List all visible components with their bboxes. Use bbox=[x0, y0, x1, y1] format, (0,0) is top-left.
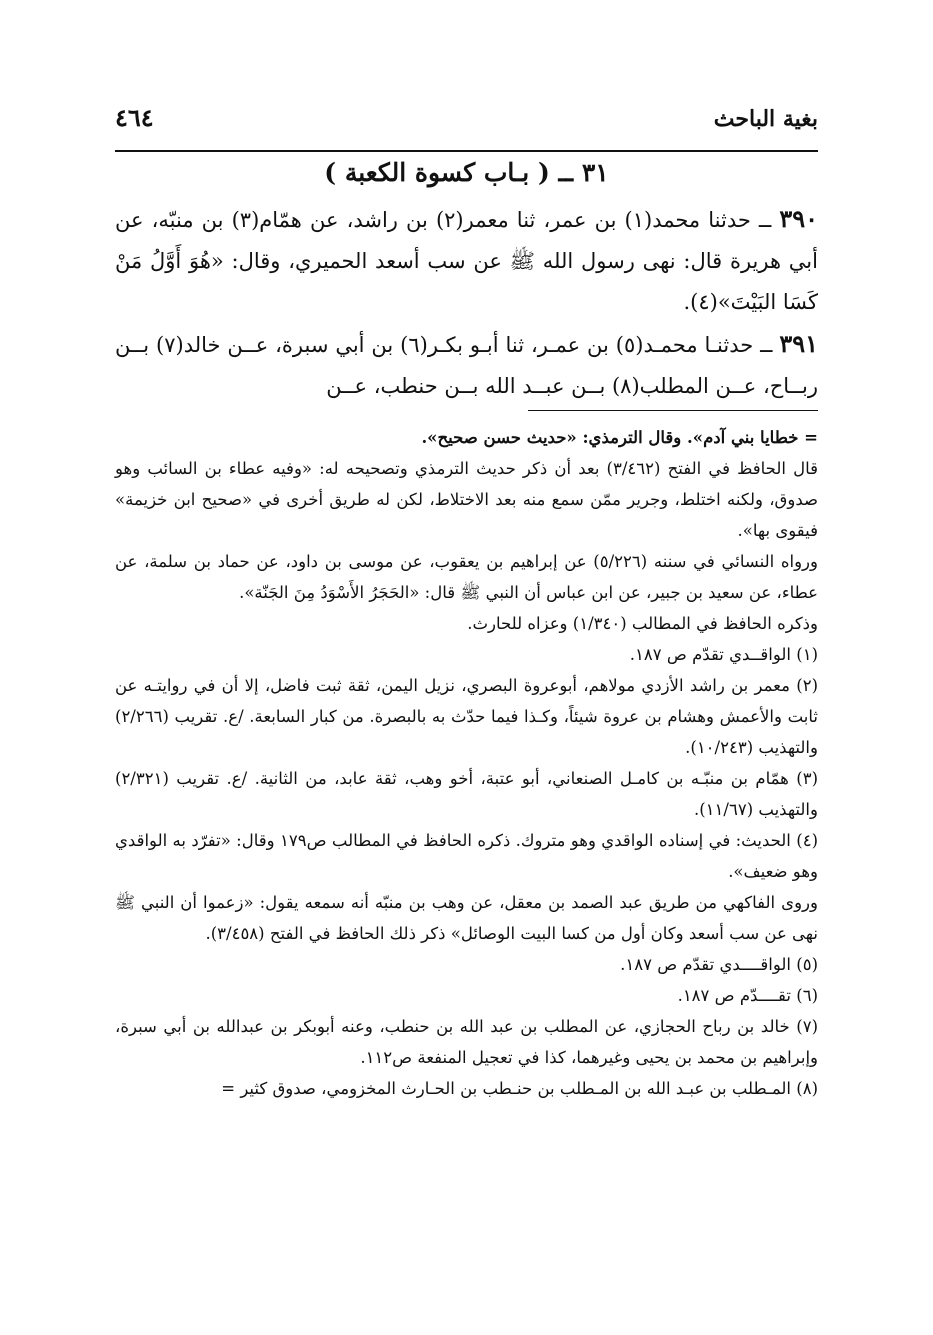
page-number: ٤٦٤ bbox=[115, 103, 154, 132]
hadith-number: ٣٩١ bbox=[779, 329, 818, 358]
book-title: بغية الباحث bbox=[713, 106, 818, 132]
hadith-number: ٣٩٠ bbox=[779, 204, 818, 233]
chapter-title: ٣١ ــ ( بـاب كسوة الكعبة ) bbox=[324, 158, 609, 187]
main-text bbox=[115, 198, 818, 407]
footnote-line: ورواه النسائي في سننه (٥/٢٢٦) عن إبراهيم بن يعقوب، عن موسى بن داود، عن حماد بن سلمة، عن عطاء، عن سعيد بن جبير، عن ابن عباس أن النبي ﷺ قال: «الحَجَرُ الأَسْوَدُ مِنَ الجَنّة». bbox=[115, 552, 818, 602]
footnote-line: وذكره الحافظ في المطالب (١/٣٤٠) وعزاه للحارث. bbox=[467, 614, 818, 633]
hadith-391 bbox=[115, 323, 818, 407]
footnotes bbox=[115, 422, 818, 1104]
footnote-3: (٣) همّام بن منبّـه بن كامـل الصنعاني، أبو عتبة، أخو وهب، ثقة عابد، من الثانية. /ع. تقريب (٢/٣٢١) والتهذيب (١١/٦٧). bbox=[115, 769, 818, 819]
hadith-390 bbox=[115, 198, 818, 323]
footnote-line: قال الحافظ في الفتح (٣/٤٦٢) بعد أن ذكر حديث الترمذي وتصحيحه له: «وفيه عطاء بن السائب وهو صدوق، ولكنه اختلط، وجرير ممّن سمع منه بعد الاختلاط، لكن له طريق أخرى في «صحيح ابن خزيمة» فيقوى بها». bbox=[115, 459, 818, 540]
footnote-8: (٨) المـطلب بن عبـد الله بن المـطلب بن حنـطب بن الحـارث المخزومي، صدوق كثير = bbox=[221, 1079, 818, 1098]
footnote-6: (٦) تقــــدّم ص ١٨٧. bbox=[677, 986, 818, 1005]
hadith-text: ــ حدثنـا محمـد(٥) بن عمـر، ثنا أبـو بكـر(٦) بن أبي سبرة، عــن خالد(٧) بــن ربــاح، عــن المطلب(٨) بــن عبــد الله بــن حنطب، عــن bbox=[115, 333, 818, 398]
header-rule bbox=[115, 150, 818, 152]
footnote-1: (١) الواقــدي تقدّم ص ١٨٧. bbox=[629, 645, 818, 664]
footnote-7: (٧) خالد بن رباح الحجازي، عن المطلب بن عبد الله بن حنطب، وعنه أبوبكر بن عبدالله بن أبي سبرة، وإبراهيم بن محمد بن يحيى وغيرهما، كذا في تعجيل المنفعة ص١١٢. bbox=[115, 1017, 818, 1067]
footnote-4: (٤) الحديث: في إسناده الواقدي وهو متروك. ذكره الحافظ في المطالب ص١٧٩ وقال: «تفرّد به الواقدي وهو ضعيف». bbox=[115, 831, 818, 881]
hadith-text: ــ حدثنا محمد(١) بن عمر، ثنا معمر(٢) بن راشد، عن همّام(٣) بن منبّه، عن أبي هريرة قال: نهى رسول الله ﷺ عن سب أسعد الحميري، وقال: «هُوَ أَوَّلُ مَنْ كَسَا البَيْتَ»(٤). bbox=[115, 208, 818, 314]
page-header bbox=[115, 92, 818, 132]
footnote-2: (٢) معمر بن راشد الأزدي مولاهم، أبوعروة البصري، نزيل اليمن، ثقة ثبت فاضل، إلا أن في روايتـه عن ثابت والأعمش وهشام بن عروة شيئاً، وكـذا فيما حدّث به بالبصرة. من كبار السابعة. /ع. تقريب (٢/٢٦٦) والتهذيب (١٠/٢٤٣). bbox=[115, 676, 818, 757]
footnote-line: = خطايا بني آدم». وقال الترمذي: «حديث حسن صحيح». bbox=[421, 428, 818, 447]
footnote-separator bbox=[528, 410, 818, 411]
footnote-5: (٥) الواقــــدي تقدّم ص ١٨٧. bbox=[620, 955, 818, 974]
footnote-line: وروى الفاكهي من طريق عبد الصمد بن معقل، عن وهب بن منبّه أنه سمعه يقول: «زعموا أن النبي ﷺ نهى عن سب أسعد وكان أول من كسا البيت الوصائل» ذكر ذلك الحافظ في الفتح (٣/٤٥٨). bbox=[115, 893, 818, 943]
